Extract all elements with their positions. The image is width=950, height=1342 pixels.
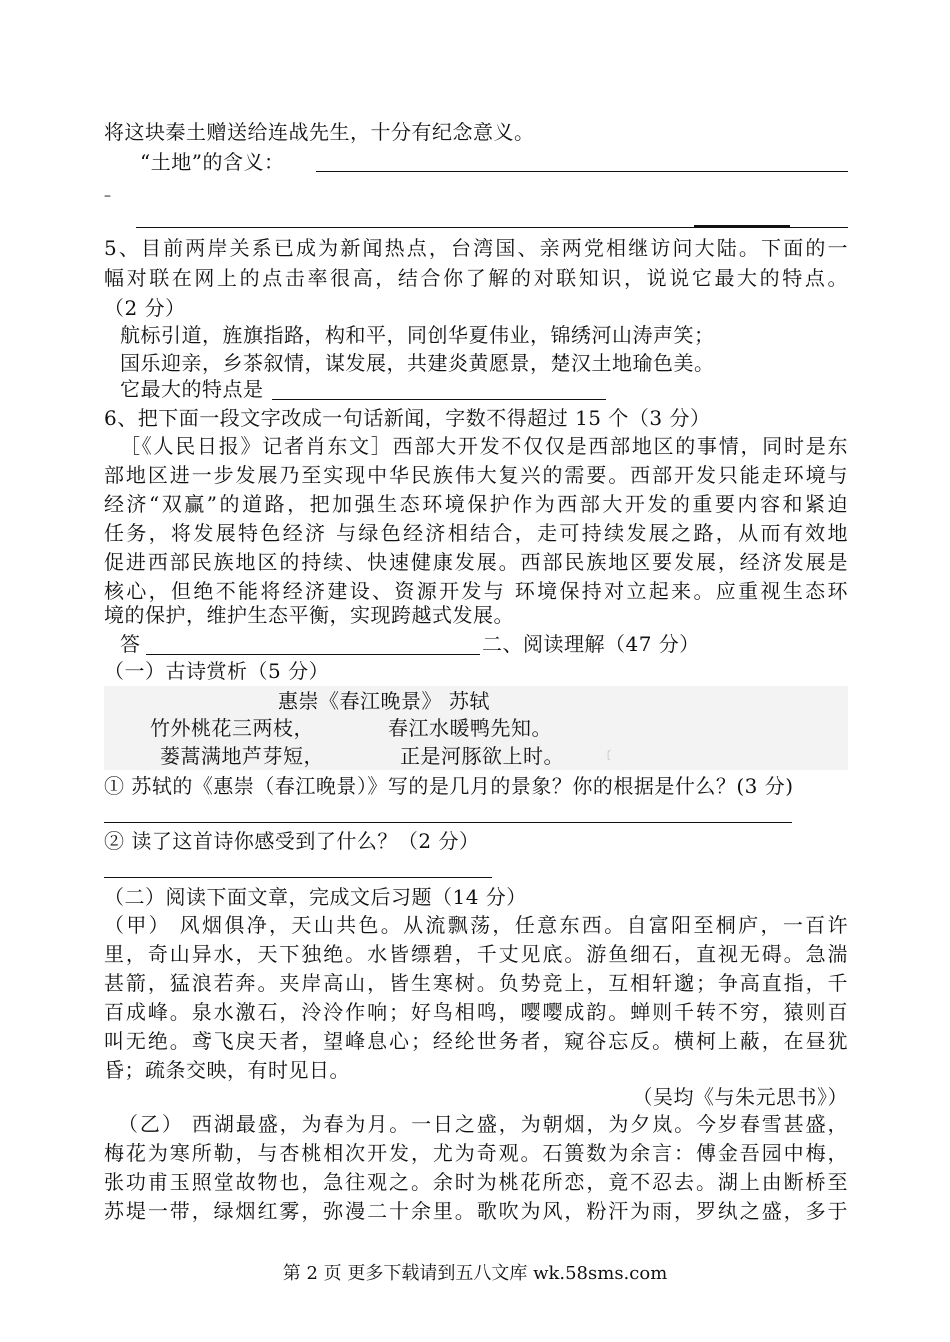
passage-line: （乙） 西湖最盛，为春为月。一日之盛，为朝烟，为夕岚。今岁春雪甚盛， <box>118 1112 848 1136</box>
editor-mark-glyph: 〔 <box>600 749 612 762</box>
answer-label: 答 <box>120 632 141 656</box>
passage-source: （吴均《与朱元思书》） <box>632 1085 848 1109</box>
section-heading: 二、阅读理解（47 分） <box>482 632 700 656</box>
editor-mark <box>600 741 620 771</box>
question-6: 6、把下面一段文字改成一句话新闻，字数不得超过 15 个（3 分） <box>104 406 711 430</box>
paragraph-line: 促进西部民族地区的持续、快速健康发展。西部民族地区要发展，经济发展是 <box>104 550 848 574</box>
poem-line: 春江水暖鸭先知。 <box>388 716 552 740</box>
text-line: 幅对联在网上的点击率很高，结合你了解的对联知识，说说它最大的特点。 <box>104 266 848 290</box>
answer-blank[interactable] <box>316 171 848 172</box>
text-line: – <box>104 188 112 204</box>
subsection-heading: （一）古诗赏析（5 分） <box>104 659 330 683</box>
passage-line: 梅花为寒所勒，与杏桃相次开发，尤为奇观。石篑数为余言：傅金吾园中梅， <box>104 1141 848 1165</box>
passage-line: 昏；疏条交映，有时见日。 <box>104 1058 350 1082</box>
paragraph-line: 境的保护，维护生态平衡，实现跨越式发展。 <box>104 603 514 627</box>
poem-line: 正是河豚欲上时。 <box>400 744 564 768</box>
poem-question-2: ② 读了这首诗你感受到了什么？（2 分） <box>104 829 480 853</box>
answer-blank-segment <box>694 225 790 227</box>
paragraph-line: ［《人民日报》记者肖东文］西部大开发不仅仅是西部地区的事情，同时是东 <box>120 434 848 458</box>
text-line: （2 分） <box>104 296 186 320</box>
poem-line: 竹外桃花三两枝， <box>150 716 314 740</box>
passage-line: 百成峰。泉水激石，泠泠作响；好鸟相鸣，嘤嘤成韵。蝉则千转不穷，猿则百 <box>104 1000 848 1024</box>
paragraph-line: 任务，将发展特色经济 与绿色经济相结合，走可持续发展之路，从而有效地 <box>104 521 848 545</box>
passage-line: （甲） 风烟俱净，天山共色。从流飘荡，任意东西。自富阳至桐庐，一百许 <box>104 913 848 937</box>
passage-line: 甚箭，猛浪若奔。夹岸高山，皆生寒树。负势竞上，互相轩邈；争高直指，千 <box>104 971 848 995</box>
poem-title: 惠崇《春江晚景》 苏轼 <box>278 689 490 713</box>
couplet-line: 航标引道，旌旗指路，构和平，同创华夏伟业，锦绣河山涛声笑； <box>120 323 715 347</box>
poem-question-1: ① 苏轼的《惠崇（春江晚景）》写的是几月的景象？你的根据是什么？(3 分) <box>104 774 794 798</box>
question-label: 它最大的特点是 <box>120 377 264 401</box>
question-5: 5、目前两岸关系已成为新闻热点，台湾国、亲两党相继访问大陆。下面的一 <box>104 236 848 260</box>
paragraph-line: 核心，但绝不能将经济建设、资源开发与 环境保持对立起来。应重视生态环 <box>104 579 848 603</box>
passage-line: 张功甫玉照堂故物也，急往观之。余时为桃花所恋，竟不忍去。湖上由断桥至 <box>104 1170 848 1194</box>
answer-blank[interactable] <box>272 399 606 400</box>
question-label: “土地”的含义： <box>140 150 285 174</box>
passage-line: 里，奇山异水，天下独绝。水皆缥碧，千丈见底。游鱼细石，直视无碍。急湍 <box>104 942 848 966</box>
page-footer: 第 2 页 更多下载请到五八文库 wk.58sms.com <box>282 1263 668 1284</box>
passage-line: 叫无绝。鸢飞戾天者，望峰息心；经纶世务者，窥谷忘反。横柯上蔽，在昼犹 <box>104 1029 848 1053</box>
text-line: 将这块秦土赠送给连战先生，十分有纪念意义。 <box>104 120 535 144</box>
answer-blank[interactable] <box>136 227 848 228</box>
answer-blank[interactable] <box>146 654 480 655</box>
passage-line: 苏堤一带，绿烟红雾，弥漫二十余里。歌吹为风，粉汗为雨，罗纨之盛，多于 <box>104 1199 848 1223</box>
paragraph-line: 经济“双赢”的道路，把加强生态环境保护作为西部大开发的重要内容和紧迫 <box>104 492 848 516</box>
paragraph-line: 部地区进一步发展乃至实现中华民族伟大复兴的需要。西部开发只能走环境与 <box>104 463 848 487</box>
answer-blank[interactable] <box>104 877 492 878</box>
subsection-heading: （二）阅读下面文章，完成文后习题（14 分） <box>104 885 527 909</box>
answer-blank[interactable] <box>104 822 792 823</box>
poem-line: 蒌蒿满地芦芽短， <box>160 744 324 768</box>
couplet-line: 国乐迎亲，乡茶叙情，谋发展，共建炎黄愿景，楚汉土地瑜色美。 <box>120 351 715 375</box>
